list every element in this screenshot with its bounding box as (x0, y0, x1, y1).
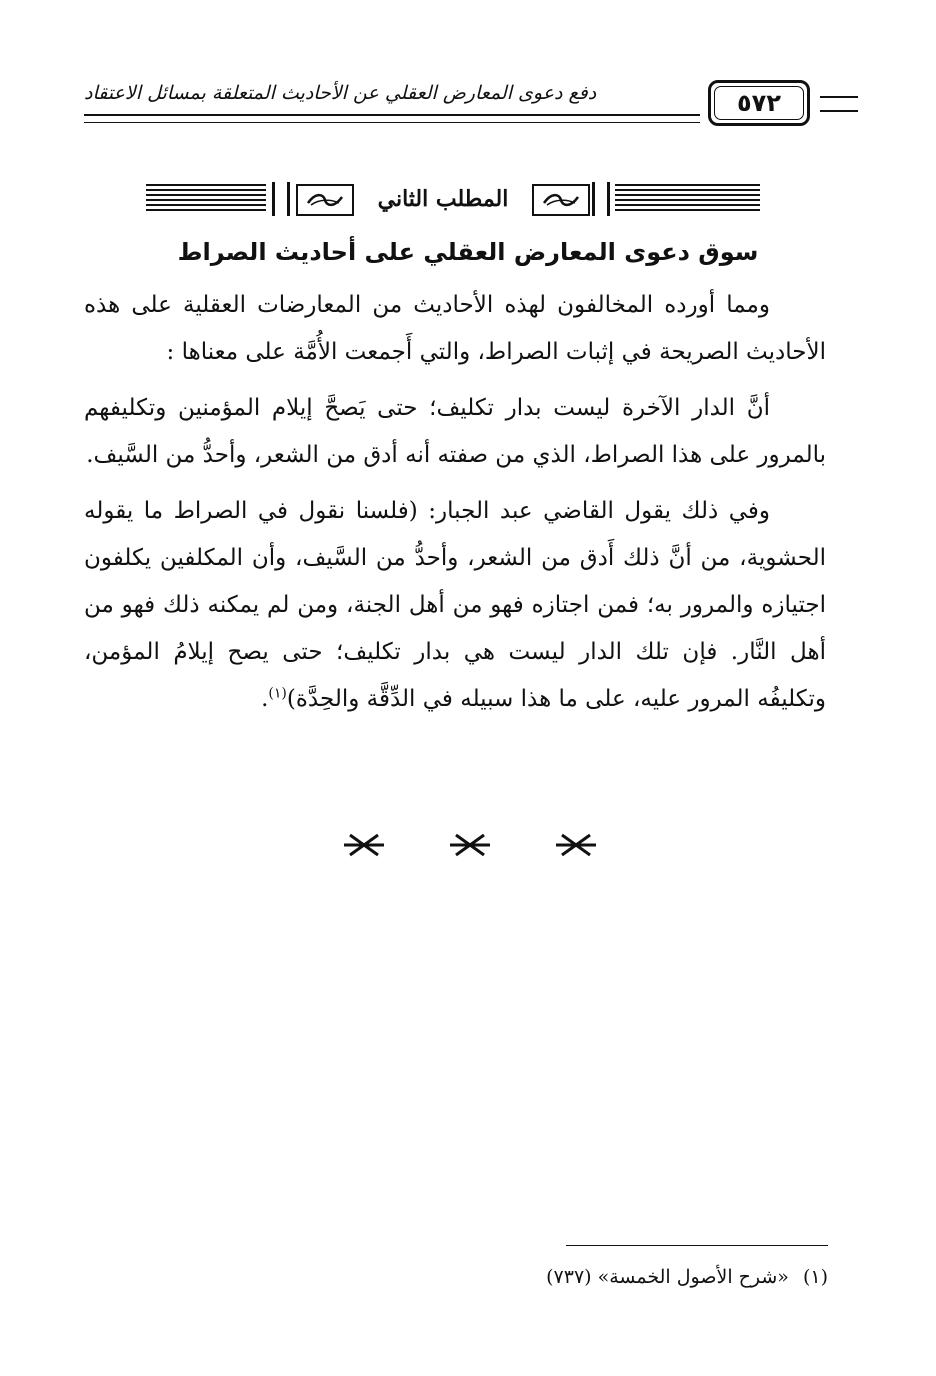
ornament-icon (532, 184, 590, 216)
paragraph (84, 488, 826, 723)
header-rule (820, 96, 858, 112)
page-number: ٥٧٢ (737, 89, 781, 117)
section-end-ornament (340, 828, 600, 862)
footnote-text: «شرح الأصول الخمسة» (٧٣٧) (546, 1266, 789, 1288)
banner-lines-right (615, 184, 760, 214)
running-title: دفع دعوى المعارض العقلي عن الأحاديث المتعلقة بمسائل الاعتقاد (84, 82, 597, 104)
sentence-end: . (261, 686, 269, 712)
footnote (328, 1262, 828, 1292)
footnote-rule (566, 1245, 828, 1246)
star-ornament-icon (446, 831, 494, 859)
quote-text: وفي ذلك يقول القاضي عبد الجبار: (فلسنا نقول في الصراط ما يقوله الحشوية، من أنَّ ذلك أَدق من الشعر، وأحدُّ من السَّيف، وأن المكلفين يكلفون اجتيازه والمرور به؛ فمن اجتازه فهو من أهل الجنة، ومن لم يمكنه ذلك فهو من أهل النَّار. فإن تلك الدار ليست هي بدار تكليف؛ حتى يصح إيلامُ المؤمن، وتكليفُه المرور عليه، على ما هذا سبيله في الدِّقَّة والحِدَّة) (84, 498, 826, 712)
footnote-number: (١) (802, 1266, 828, 1288)
footnote-ref: (١) (268, 685, 287, 702)
header-double-rule (84, 114, 700, 123)
paragraph: ومما أورده المخالفون لهذه الأحاديث من المعارضات العقلية على هذه الأحاديث الصريحة في إثبات الصراط، والتي أَجمعت الأُمَّة على معناها : (84, 292, 826, 365)
star-ornament-icon (552, 831, 600, 859)
banner-lines-left (146, 184, 266, 214)
section-heading: سوق دعوى المعارض العقلي على أحاديث الصراط (177, 238, 759, 266)
body-text (84, 282, 826, 732)
banner-bars-right (592, 182, 610, 216)
paragraph: أنَّ الدار الآخرة ليست بدار تكليف؛ حتى يَصحَّ إيلام المؤمنين وتكليفهم بالمرور على هذا الصراط، الذي من صفته أنه أدق من الشعر، وأحدُّ من السَّيف. (84, 395, 826, 468)
section-label: المطلب الثاني (377, 186, 509, 212)
banner-bars-left (272, 182, 290, 216)
page-header (78, 72, 858, 132)
ornament-icon (296, 184, 354, 216)
star-ornament-icon (340, 831, 388, 859)
page-number-frame (708, 80, 810, 126)
section-banner (146, 178, 760, 222)
